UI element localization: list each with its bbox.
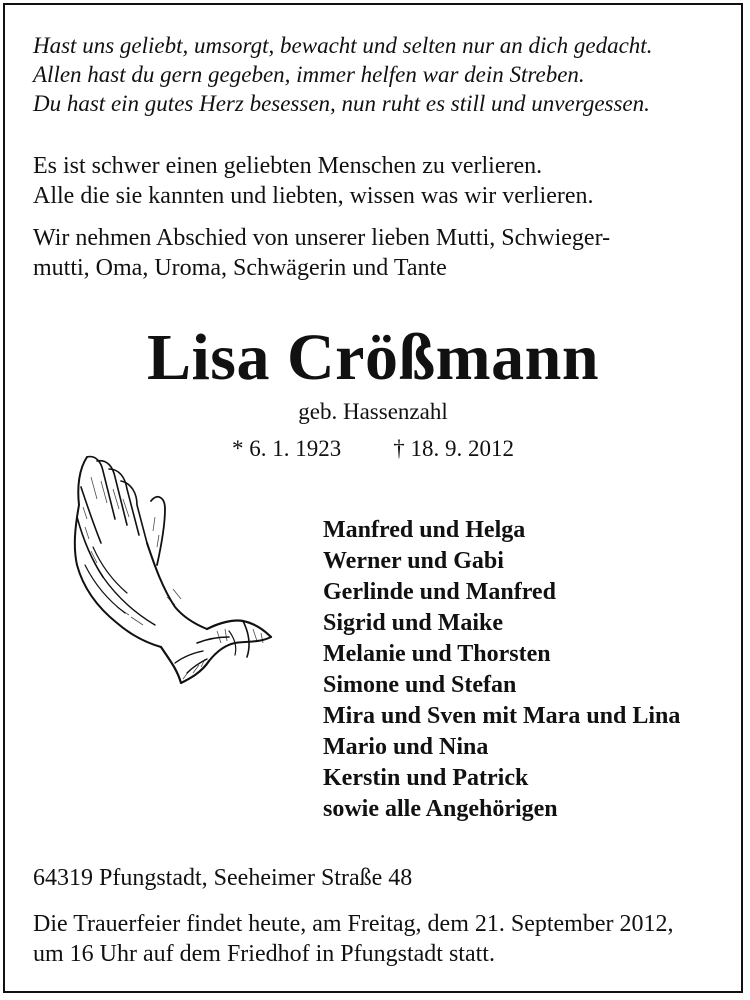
service-line: um 16 Uhr auf dem Friedhof in Pfungstadt statt.	[33, 941, 495, 967]
family-member: Sigrid und Maike	[323, 610, 504, 636]
address: 64319 Pfungstadt, Seeheimer Straße 48	[33, 865, 413, 891]
poem	[33, 31, 652, 118]
family-member: sowie alle Angehörigen	[323, 796, 558, 822]
poem-line: Allen hast du gern gegeben, immer helfen war dein Streben.	[33, 62, 585, 87]
family-member: Mario und Nina	[323, 734, 489, 760]
family-member: Kerstin und Patrick	[323, 765, 529, 791]
funeral-service-notice	[33, 909, 674, 969]
intro-line: Alle die sie kannten und liebten, wissen was wir verlieren.	[33, 183, 594, 209]
service-line: Die Trauerfeier findet heute, am Freitag, dem 21. September 2012,	[33, 911, 674, 937]
death-date: † 18. 9. 2012	[393, 436, 514, 461]
maiden-name: geb. Hassenzahl	[298, 399, 448, 424]
farewell-text	[33, 223, 610, 283]
family-member: Manfred und Helga	[323, 517, 526, 543]
farewell-line: mutti, Oma, Uroma, Schwägerin und Tante	[33, 255, 447, 281]
family-member: Werner und Gabi	[323, 548, 504, 574]
poem-line: Hast uns geliebt, umsorgt, bewacht und selten nur an dich gedacht.	[33, 33, 653, 58]
intro-text	[33, 151, 594, 211]
intro-line: Es ist schwer einen geliebten Menschen zu verlieren.	[33, 153, 543, 179]
farewell-line: Wir nehmen Abschied von unserer lieben Mutti, Schwieger-	[33, 225, 611, 251]
praying-hands-icon	[57, 447, 287, 699]
obituary-card	[3, 3, 743, 993]
family-member: Gerlinde und Manfred	[323, 579, 556, 605]
family-member: Melanie und Thorsten	[323, 641, 551, 667]
poem-line: Du hast ein gutes Herz besessen, nun ruht es still und unvergessen.	[33, 91, 650, 116]
family-member: Mira und Sven mit Mara und Lina	[323, 703, 681, 729]
deceased-name: Lisa Crößmann	[146, 321, 600, 394]
birth-date: * 6. 1. 1923	[232, 436, 342, 461]
family-list	[323, 515, 680, 825]
family-member: Simone und Stefan	[323, 672, 517, 698]
